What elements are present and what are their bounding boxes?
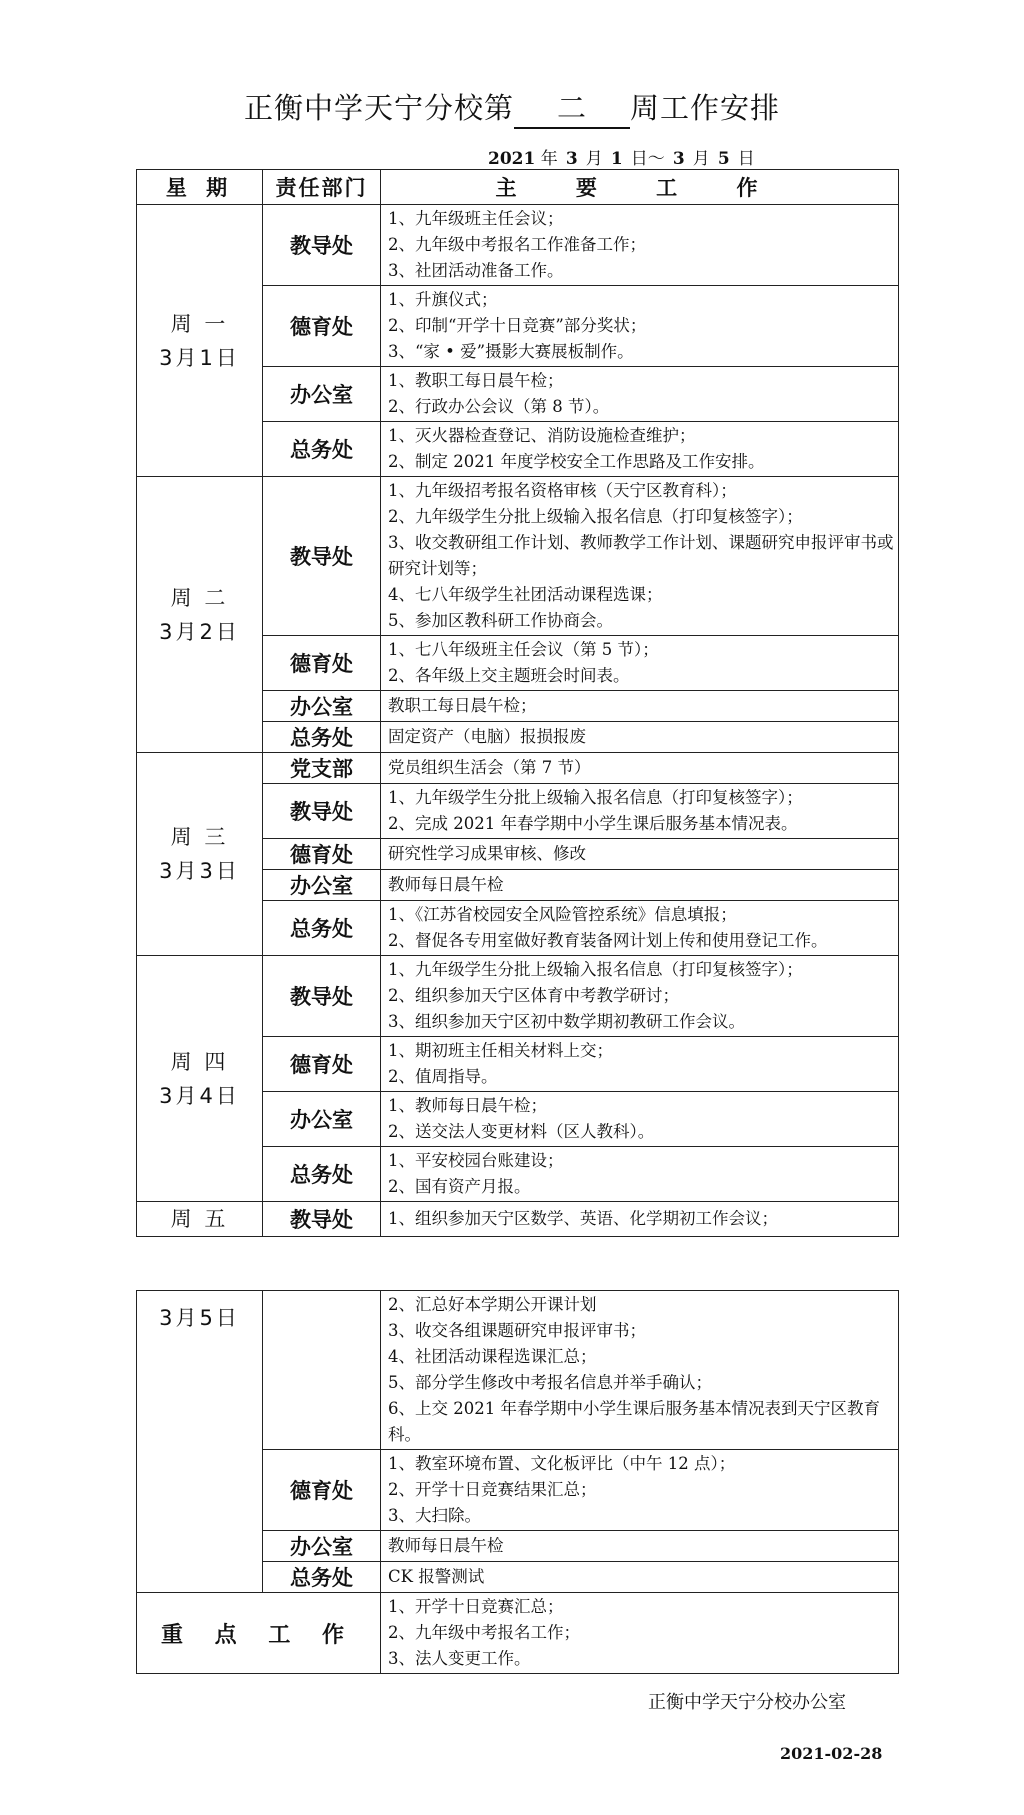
work-items xyxy=(381,477,899,636)
footer-office: 正衡中学天宁分校办公室 xyxy=(648,1692,846,1713)
work-item: 1、教室环境布置、文化板评比（中午 12 点）； xyxy=(388,1454,736,1473)
dept-cell: 德育处 xyxy=(263,286,381,367)
date-day-label: 日～ xyxy=(630,149,665,169)
table-row xyxy=(137,1291,899,1450)
work-item: 2、各年级上交主题班会时间表。 xyxy=(388,666,630,685)
work-item: 2、送交法人变更材料（区人教科）。 xyxy=(388,1122,655,1141)
work-item: 研究性学习成果审核、修改 xyxy=(388,844,586,863)
dept-cell: 德育处 xyxy=(263,1037,381,1092)
date-label: 3月2日 xyxy=(159,619,240,644)
work-item: 2、印制“开学十日竞赛”部分奖状； xyxy=(388,316,647,335)
dept-cell: 教导处 xyxy=(263,784,381,839)
dept-cell: 党支部 xyxy=(263,753,381,784)
work-item: 教职工每日晨午检； xyxy=(388,696,537,715)
day-cell xyxy=(137,477,263,753)
work-item: 2、国有资产月报。 xyxy=(388,1177,531,1196)
work-item: 1、九年级学生分批上级输入报名信息（打印复核签字）； xyxy=(388,788,803,807)
title-prefix: 正衡中学天宁分校第 xyxy=(243,91,514,125)
work-item: 2、完成 2021 年春学期中小学生课后服务基本情况表。 xyxy=(388,814,798,833)
work-items xyxy=(381,205,899,286)
date-label: 3月3日 xyxy=(159,859,240,883)
dept-cell: 办公室 xyxy=(263,367,381,422)
weekday-label: 周 一 xyxy=(170,311,229,336)
work-items xyxy=(381,956,899,1037)
dept-cell: 总务处 xyxy=(263,1147,381,1202)
friday-first-row xyxy=(137,1202,899,1237)
friday-date-label: 3月5日 xyxy=(137,1291,263,1593)
work-item: 2、制定 2021 年度学校安全工作思路及工作安排。 xyxy=(388,452,765,471)
thursday-block xyxy=(137,956,899,1202)
work-item: 1、教职工每日晨午检； xyxy=(388,371,564,390)
work-item: 党员组织生活会（第 7 节） xyxy=(388,758,591,777)
friday-first-item: 1、组织参加天宁区数学、英语、化学期初工作会议； xyxy=(381,1202,899,1237)
page-title xyxy=(0,86,1024,129)
work-item: 4、七八年级学生社团活动课程选课； xyxy=(388,585,663,604)
work-items xyxy=(381,636,899,691)
key-work-label: 重 点 工 作 xyxy=(137,1593,381,1674)
date-year: 2021 xyxy=(488,149,536,169)
date-end-month-label: 月 xyxy=(692,149,710,169)
key-work-row xyxy=(137,1593,899,1674)
table-header-row xyxy=(137,170,899,205)
date-end-month: 3 xyxy=(665,149,693,170)
work-items xyxy=(381,691,899,722)
work-items xyxy=(381,1092,899,1147)
day-cell xyxy=(137,956,263,1202)
work-item: 2、开学十日竞赛结果汇总； xyxy=(388,1480,597,1499)
header-work: 主 要 工 作 xyxy=(381,170,899,205)
work-item: 1、七八年级班主任会议（第 5 节）； xyxy=(388,640,659,659)
date-month-label: 月 xyxy=(585,149,603,169)
work-item: 2、行政办公会议（第 8 节）。 xyxy=(388,397,610,416)
work-items xyxy=(381,367,899,422)
friday-block xyxy=(137,1291,899,1593)
work-item: 1、平安校园台账建设； xyxy=(388,1151,564,1170)
work-item: 5、参加区教科研工作协商会。 xyxy=(388,611,613,630)
work-item: 3、社团活动准备工作。 xyxy=(388,261,564,280)
work-item: 3、组织参加天宁区初中数学期初教研工作会议。 xyxy=(388,1012,745,1031)
title-suffix: 周工作安排 xyxy=(630,91,781,125)
dept-cell: 总务处 xyxy=(263,901,381,956)
work-item: 2、九年级学生分批上级输入报名信息（打印复核签字）； xyxy=(388,507,803,526)
work-items xyxy=(381,722,899,753)
work-item: 2、九年级中考报名工作准备工作； xyxy=(388,235,646,254)
work-item: 2、值周指导。 xyxy=(388,1067,498,1086)
date-year-label: 年 xyxy=(540,149,558,169)
work-items xyxy=(381,1291,899,1450)
work-item: CK 报警测试 xyxy=(388,1567,485,1586)
dept-cell: 总务处 xyxy=(263,422,381,477)
work-items xyxy=(381,784,899,839)
title-week-number: 二 xyxy=(514,86,630,129)
work-item: 3、大扫除。 xyxy=(388,1506,481,1525)
table-row xyxy=(137,753,899,784)
header-dept: 责任部门 xyxy=(263,170,381,205)
work-item: 3、收交各组课题研究申报评审书； xyxy=(388,1321,646,1340)
work-item: 教师每日晨午检 xyxy=(388,1536,504,1555)
work-item: 1、教师每日晨午检； xyxy=(388,1096,547,1115)
dept-cell: 德育处 xyxy=(263,636,381,691)
work-item: 6、上交 2021 年春学期中小学生课后服务基本情况表到天宁区教育科。 xyxy=(388,1399,880,1444)
date-label: 3月1日 xyxy=(159,345,240,370)
work-items xyxy=(381,1147,899,1202)
dept-cell: 办公室 xyxy=(263,870,381,901)
work-item: 3、收交教研组工作计划、教师教学工作计划、课题研究申报评审书或研究计划等； xyxy=(388,533,894,578)
dept-cell: 教导处 xyxy=(263,477,381,636)
work-items xyxy=(381,839,899,870)
work-item: 2、汇总好本学期公开课计划 xyxy=(388,1295,597,1314)
work-items xyxy=(381,901,899,956)
work-item: 1、《江苏省校园安全风险管控系统》信息填报； xyxy=(388,905,737,924)
work-items xyxy=(381,1450,899,1531)
wednesday-block xyxy=(137,753,899,956)
dept-cell: 德育处 xyxy=(263,1450,381,1531)
key-work-item: 2、九年级中考报名工作； xyxy=(388,1623,580,1642)
dept-cell-empty xyxy=(263,1291,381,1450)
work-item: 1、九年级招考报名资格审核（天宁区教育科）； xyxy=(388,481,737,500)
dept-cell: 德育处 xyxy=(263,839,381,870)
key-work-items xyxy=(381,1593,899,1674)
table-row xyxy=(137,205,899,286)
tuesday-block xyxy=(137,477,899,753)
work-item: 1、九年级班主任会议； xyxy=(388,209,564,228)
day-cell xyxy=(137,205,263,477)
friday-day-label: 周 五 xyxy=(137,1202,263,1237)
dept-cell: 办公室 xyxy=(263,691,381,722)
work-item: 1、升旗仪式； xyxy=(388,290,498,309)
table-row xyxy=(137,956,899,1037)
work-item: 教师每日晨午检 xyxy=(388,875,504,894)
weekday-label: 周 三 xyxy=(170,825,229,849)
dept-cell: 总务处 xyxy=(263,722,381,753)
date-range xyxy=(488,144,755,170)
footer-date: 2021-02-28 xyxy=(780,1744,883,1763)
work-items xyxy=(381,1531,899,1562)
work-item: 固定资产（电脑）报损报废 xyxy=(388,727,586,746)
dept-cell: 办公室 xyxy=(263,1092,381,1147)
work-item: 3、“家 • 爱”摄影大赛展板制作。 xyxy=(388,342,634,361)
work-items xyxy=(381,870,899,901)
date-start-month: 3 xyxy=(558,149,586,170)
work-item: 1、灭火器检查登记、消防设施检查维护； xyxy=(388,426,696,445)
work-item: 1、九年级学生分批上级输入报名信息（打印复核签字）； xyxy=(388,960,803,979)
dept-cell: 总务处 xyxy=(263,1562,381,1593)
table-row xyxy=(137,477,899,636)
work-item: 2、组织参加天宁区体育中考教学研讨； xyxy=(388,986,679,1005)
work-items xyxy=(381,1562,899,1593)
schedule-table xyxy=(136,169,899,1237)
work-items xyxy=(381,422,899,477)
weekday-label: 周 四 xyxy=(170,1049,229,1074)
work-items xyxy=(381,753,899,784)
work-item: 2、督促各专用室做好教育装备网计划上传和使用登记工作。 xyxy=(388,931,828,950)
weekday-label: 周 二 xyxy=(170,585,229,610)
work-item: 4、社团活动课程选课汇总； xyxy=(388,1347,597,1366)
key-work-item: 1、开学十日竞赛汇总； xyxy=(388,1597,564,1616)
work-items xyxy=(381,1037,899,1092)
dept-cell: 办公室 xyxy=(263,1531,381,1562)
date-end-day: 5 xyxy=(710,149,738,170)
work-item: 5、部分学生修改中考报名信息并举手确认； xyxy=(388,1373,712,1392)
work-item: 1、期初班主任相关材料上交； xyxy=(388,1041,613,1060)
date-end-day-label: 日 xyxy=(737,149,755,169)
dept-cell: 教导处 xyxy=(263,956,381,1037)
key-work-item: 3、法人变更工作。 xyxy=(388,1649,531,1668)
date-start-day: 1 xyxy=(603,149,631,170)
work-items xyxy=(381,286,899,367)
day-cell xyxy=(137,753,263,956)
dept-cell: 教导处 xyxy=(263,205,381,286)
monday-block xyxy=(137,205,899,477)
date-label: 3月4日 xyxy=(159,1083,240,1108)
friday-dept-first: 教导处 xyxy=(263,1202,381,1237)
schedule-table-continued xyxy=(136,1290,899,1674)
header-day: 星 期 xyxy=(137,170,263,205)
